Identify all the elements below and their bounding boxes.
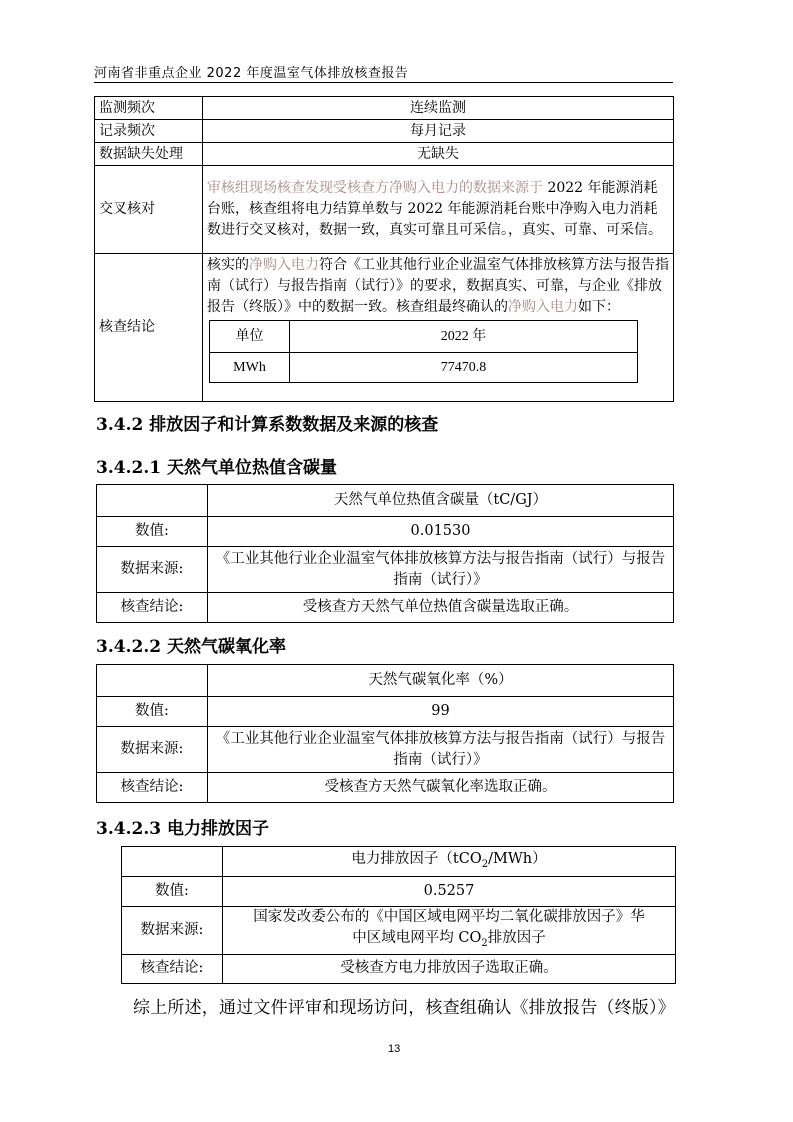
param-name xyxy=(223,847,676,877)
source-text: 《工业其他行业企业温室气体排放核算方法与报告指南（试行）与报告指南（试行）》 xyxy=(208,547,674,593)
value-label: 数值: xyxy=(97,517,208,547)
conclusion-text-3: 如下： xyxy=(578,299,620,315)
conclusion-text-1: 核实的 xyxy=(207,257,249,273)
gas-oxidation-rate-table xyxy=(96,664,674,803)
conclusion-text: 受核查方天然气碳氧化率选取正确。 xyxy=(208,773,674,803)
row-label: 数据缺失处理 xyxy=(95,143,203,166)
param-name: 天然气单位热值含碳量（tC/GJ） xyxy=(208,485,674,517)
row-value: 每月记录 xyxy=(203,120,674,143)
source-label: 数据来源: xyxy=(97,727,208,773)
cross-check-label: 交叉核对 xyxy=(95,166,203,254)
conclusion-text: 受核查方电力排放因子选取正确。 xyxy=(223,954,676,983)
monitoring-table xyxy=(94,96,674,402)
param-name: 天然气碳氧化率（%） xyxy=(208,665,674,697)
row-value: 连续监测 xyxy=(203,97,674,120)
param-value: 99 xyxy=(208,697,674,727)
conclusion-label: 核查结论: xyxy=(97,773,208,803)
conclusion-value-table xyxy=(209,320,638,383)
conclusion-text xyxy=(207,255,669,318)
summary-paragraph: 综上所述，通过文件评审和现场访问，核查组确认《排放报告（终版）》 xyxy=(133,998,675,1018)
param-name-unit: /MWh） xyxy=(488,850,547,867)
conclusion-label: 核查结论 xyxy=(95,254,203,402)
param-value: 0.5257 xyxy=(223,877,676,907)
electricity-factor-table xyxy=(121,846,676,984)
page-header: 河南省非重点企业 2022 年度温室气体排放核查报告 xyxy=(94,66,409,81)
param-name-subscript: 2 xyxy=(481,858,489,870)
section-3423-title: 3.4.2.3 电力排放因子 xyxy=(96,819,269,839)
source-text: 《工业其他行业企业温室气体排放核算方法与报告指南（试行）与报告指南（试行）》 xyxy=(208,727,674,773)
conclusion-label: 核查结论: xyxy=(97,593,208,623)
unit-value: MWh xyxy=(210,353,290,383)
gas-carbon-content-table xyxy=(96,484,674,623)
param-value: 0.01530 xyxy=(208,517,674,547)
row-value: 无缺失 xyxy=(203,143,674,166)
value-label: 数值: xyxy=(122,877,223,907)
value-label: 数值: xyxy=(97,697,208,727)
section-3422-title: 3.4.2.2 天然气碳氧化率 xyxy=(96,637,286,657)
conclusion-cell xyxy=(203,254,674,402)
source-line-2-text: 中区域电网平均 CO xyxy=(352,930,482,946)
cross-check-text-rest: 2022 年能源消耗台账，核查组将电力结算单数与 2022 年能源消耗台账中净购入电力消耗数进行交叉核对，数据一致，真实可靠且可采信。，真实、可靠、可采信。 xyxy=(207,180,662,238)
section-3421-title: 3.4.2.1 天然气单位热值含碳量 xyxy=(96,458,337,478)
row-label: 监测频次 xyxy=(95,97,203,120)
source-label: 数据来源: xyxy=(97,547,208,593)
source-line-1: 国家发改委公布的《中国区域电网平均二氧化碳排放因子》华 xyxy=(253,909,645,925)
conclusion-label: 核查结论: xyxy=(122,954,223,983)
unit-label: 单位 xyxy=(210,321,290,353)
conclusion-text-highlight-1: 净购入电力 xyxy=(249,257,319,273)
page-number: 13 xyxy=(388,1043,401,1055)
header-rule xyxy=(94,82,673,83)
conclusion-text-2: 符合《工业其他行业企业温室气体排放核算方法与报告指南（试行）与报告指南（试行）》的要求，数据真实、可靠，与企业《排放报告（终版）》中的数据一致。核查组最终确认的 xyxy=(207,257,669,315)
source-text xyxy=(223,907,676,955)
row-label: 记录频次 xyxy=(95,120,203,143)
net-electricity-value: 77470.8 xyxy=(290,353,638,383)
source-line-2-end: 排放因子 xyxy=(487,930,546,946)
source-line-2-subscript: 2 xyxy=(481,937,488,949)
source-label: 数据来源: xyxy=(122,907,223,955)
cross-check-text-highlight: 审核组现场核查发现受核查方净购入电力的数据来源于 xyxy=(207,180,543,196)
param-name-text: 电力排放因子（tCO xyxy=(351,850,482,867)
year-label: 2022 年 xyxy=(290,321,638,353)
source-line-2 xyxy=(227,928,671,954)
section-342-title: 3.4.2 排放因子和计算系数数据及来源的核查 xyxy=(96,415,439,435)
cross-check-text xyxy=(203,166,674,254)
conclusion-text-highlight-2: 净购入电力 xyxy=(508,299,578,315)
conclusion-text: 受核查方天然气单位热值含碳量选取正确。 xyxy=(208,593,674,623)
